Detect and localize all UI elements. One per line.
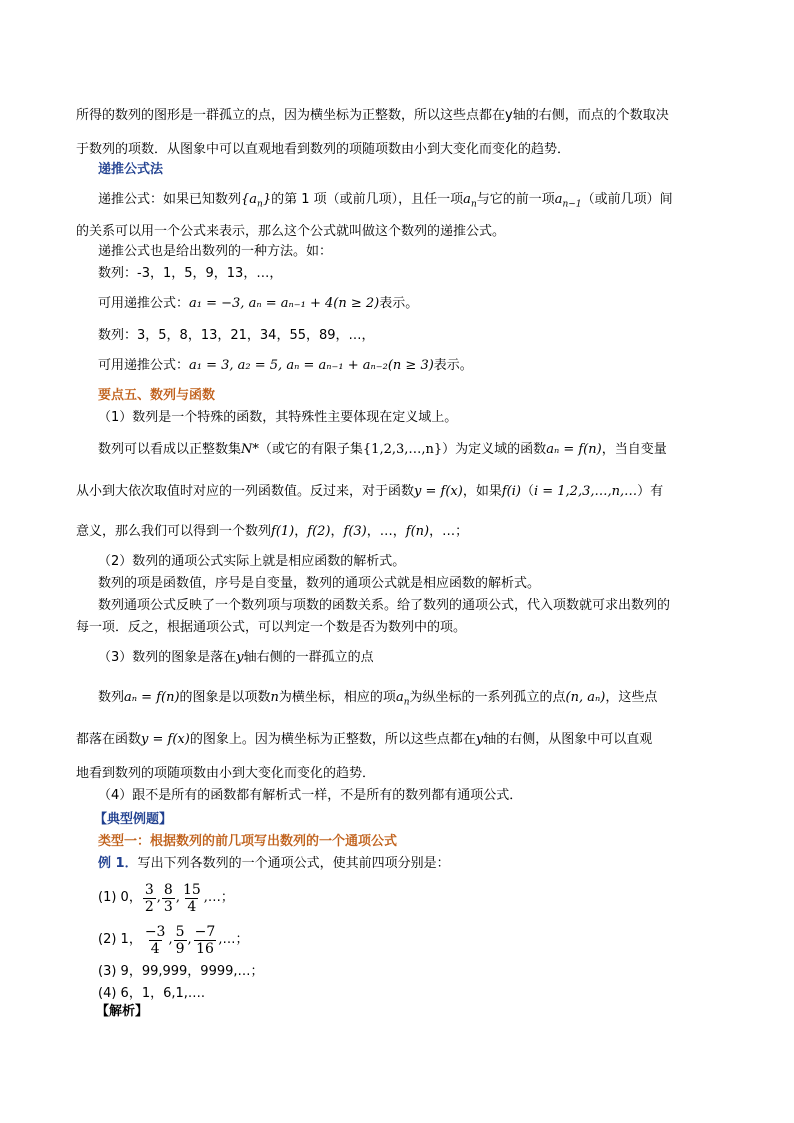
text: 都落在函数 (76, 732, 142, 747)
text: ，如果 (462, 484, 502, 499)
comma: , (218, 932, 223, 947)
analysis-label: 【解析】 (96, 1004, 149, 1019)
denominator: 4 (150, 940, 160, 957)
graph-line-1 (98, 688, 657, 713)
para-line: （1）数列是一个特殊的函数，其特殊性主要体现在定义域上。 (98, 410, 458, 425)
math-set: {1,2,3,…,n} (362, 442, 443, 457)
example-label: 例 1． (98, 856, 138, 871)
comma: , (175, 890, 180, 905)
fraction (143, 924, 168, 957)
text: ）为定义域的函数 (442, 442, 547, 457)
function-line-2 (76, 482, 663, 502)
function-line-3 (76, 522, 468, 542)
text: …； (222, 932, 249, 947)
denominator: 4 (187, 898, 197, 915)
fraction (143, 882, 156, 915)
example-sequence: 数列：3，5，8，13，21，34，55，89，…， (98, 328, 375, 343)
text: 轴右侧的一群孤立的点 (243, 650, 374, 665)
text: 写出下列各数列的一个通项公式，使其前四项分别是： (137, 856, 450, 871)
math-y-fx: y = f(x) (414, 484, 463, 499)
question-2 (98, 920, 248, 960)
para-line: 于数列的项数．从图象中可以直观地看到数列的项随项数由小到大变化而变化的趋势． (76, 142, 571, 157)
math-an-fn: aₙ = f(n) (546, 442, 602, 457)
text: (1) 0， (98, 890, 142, 905)
math-f3: f(3) (343, 524, 367, 539)
math-point: (n, aₙ) (565, 690, 606, 705)
para-line: 每一项．反之，根据通项公式，可以判定一个数是否为数列中的项。 (76, 620, 467, 635)
math-an-1: $a_{n-1}$ (554, 192, 582, 210)
example-sequence: 数列：-3，1，5，9，13，…， (98, 266, 283, 281)
math-y-fx: y = f(x) (141, 732, 190, 747)
numerator: −3 (144, 923, 166, 940)
math-an: $a_n$ (463, 192, 477, 210)
para-line (98, 648, 374, 668)
text: 为纵坐标的一系列孤立的点 (409, 690, 566, 705)
math-N: N* (241, 442, 259, 457)
math-f2: f(2) (307, 524, 331, 539)
text: ，…， (366, 524, 406, 539)
comma: , (187, 932, 192, 947)
math-i-range: i = 1,2,3,…,n,… (533, 484, 638, 499)
fraction (181, 882, 203, 915)
text: 意义，那么我们可以得到一个数列 (76, 524, 272, 539)
fraction (193, 924, 218, 957)
para-line: （2）数列的通项公式实际上就是相应函数的解析式。 (98, 554, 406, 569)
text: 数列 (98, 690, 125, 705)
text: 表示。 (379, 296, 419, 311)
text: （ (520, 484, 534, 499)
numerator: 8 (163, 881, 173, 898)
numerator: 15 (182, 881, 201, 898)
math-n: n (270, 690, 279, 705)
math-fi: f(i) (501, 484, 521, 499)
text: 可用递推公式： (98, 358, 190, 373)
para-line: （4）跟不是所有的函数都有解析式一样，不是所有的数列都有通项公式． (98, 788, 523, 803)
math-an: $a_n$ (395, 690, 410, 708)
para-line: 的关系可以用一个公式来表示，那么这个公式就叫做这个数列的递推公式。 (76, 224, 506, 239)
text: ， (294, 524, 308, 539)
text: 数列可以看成以正整数集 (98, 442, 242, 457)
denominator: 9 (175, 940, 185, 957)
text: 轴的右侧，从图象中可以直观 (483, 732, 653, 747)
text: 可用递推公式： (98, 296, 190, 311)
math-formula: a₁ = −3, aₙ = aₙ₋₁ + 4(n ≥ 2) (189, 296, 380, 311)
text: 递推公式：如果已知数列 (98, 192, 242, 207)
math-an-set: $\{a_n\}$ (241, 192, 272, 210)
text: ，…； (429, 524, 469, 539)
text: 的第 1 项（或前几项），且任一项 (271, 192, 464, 207)
recursive-def-line (98, 190, 673, 215)
text: 与它的前一项 (476, 192, 555, 207)
numerator: 5 (175, 923, 185, 940)
text: （或它的有限子集 (258, 442, 363, 457)
denominator: 2 (144, 898, 154, 915)
comma: , (203, 890, 208, 905)
section-heading: 【典型例题】 (94, 812, 173, 827)
math-fn: f(n) (405, 524, 430, 539)
para-line: 数列通项公式反映了一个数列项与项数的函数关系。给了数列的通项公式，代入项数就可求出数列的 (98, 598, 671, 613)
math-formula: a₁ = 3, a₂ = 5, aₙ = aₙ₋₁ + aₙ₋₂(n ≥ 3) (189, 358, 434, 373)
question-4: (4) 6，1，6,1,…. (98, 986, 206, 1001)
text: ， (330, 524, 344, 539)
para-line: 递推公式也是给出数列的一种方法。如： (98, 244, 333, 259)
text: （3）数列的图象是落在 (98, 650, 237, 665)
math-y: y (236, 650, 244, 665)
section-heading: 递推公式法 (98, 162, 164, 177)
question-3: (3) 9，99,999，9999,…； (98, 964, 264, 979)
text: 的图象是以项数 (179, 690, 271, 705)
numerator: −7 (194, 923, 216, 940)
text: 的图象上。因为横坐标为正整数，所以这些点都在 (189, 732, 476, 747)
numerator: 3 (144, 881, 154, 898)
recursive-example-2 (98, 356, 473, 376)
recursive-example-1 (98, 294, 418, 314)
comma: , (156, 890, 161, 905)
text: ，当自变量 (601, 442, 667, 457)
math-f1: f(1) (271, 524, 295, 539)
text: 为横坐标，相应的项 (278, 690, 396, 705)
comma: , (168, 932, 173, 947)
text: ，这些点 (605, 690, 658, 705)
para-line: 地看到数列的项随项数由小到大变化而变化的趋势． (76, 766, 376, 781)
text: ）有 (637, 484, 664, 499)
question-1 (98, 878, 234, 918)
fraction (162, 882, 175, 915)
type-heading: 类型一：根据数列的前几项写出数列的一个通项公式 (98, 834, 398, 849)
fraction (174, 924, 187, 957)
denominator: 16 (196, 940, 214, 957)
section-heading: 要点五、数列与函数 (98, 388, 216, 403)
math-y: y (475, 732, 484, 747)
para-line: 所得的数列的图形是一群孤立的点，因为横坐标为正整数，所以这些点都在y轴的右侧，而点的个数取决 (76, 108, 669, 123)
example-prompt (98, 854, 450, 874)
denominator: 3 (163, 898, 173, 915)
text: …； (207, 890, 234, 905)
function-line-1 (98, 440, 667, 460)
text: (2) 1， (98, 932, 142, 947)
graph-line-2 (76, 730, 652, 750)
text: 表示。 (433, 358, 473, 373)
text: （或前几项）间 (581, 192, 673, 207)
text: 从小到大依次取值时对应的一列函数值。反过来，对于函数 (76, 484, 415, 499)
math-an-fn: aₙ = f(n) (124, 690, 180, 705)
para-line: 数列的项是函数值，序号是自变量，数列的通项公式就是相应函数的解析式。 (98, 576, 541, 591)
